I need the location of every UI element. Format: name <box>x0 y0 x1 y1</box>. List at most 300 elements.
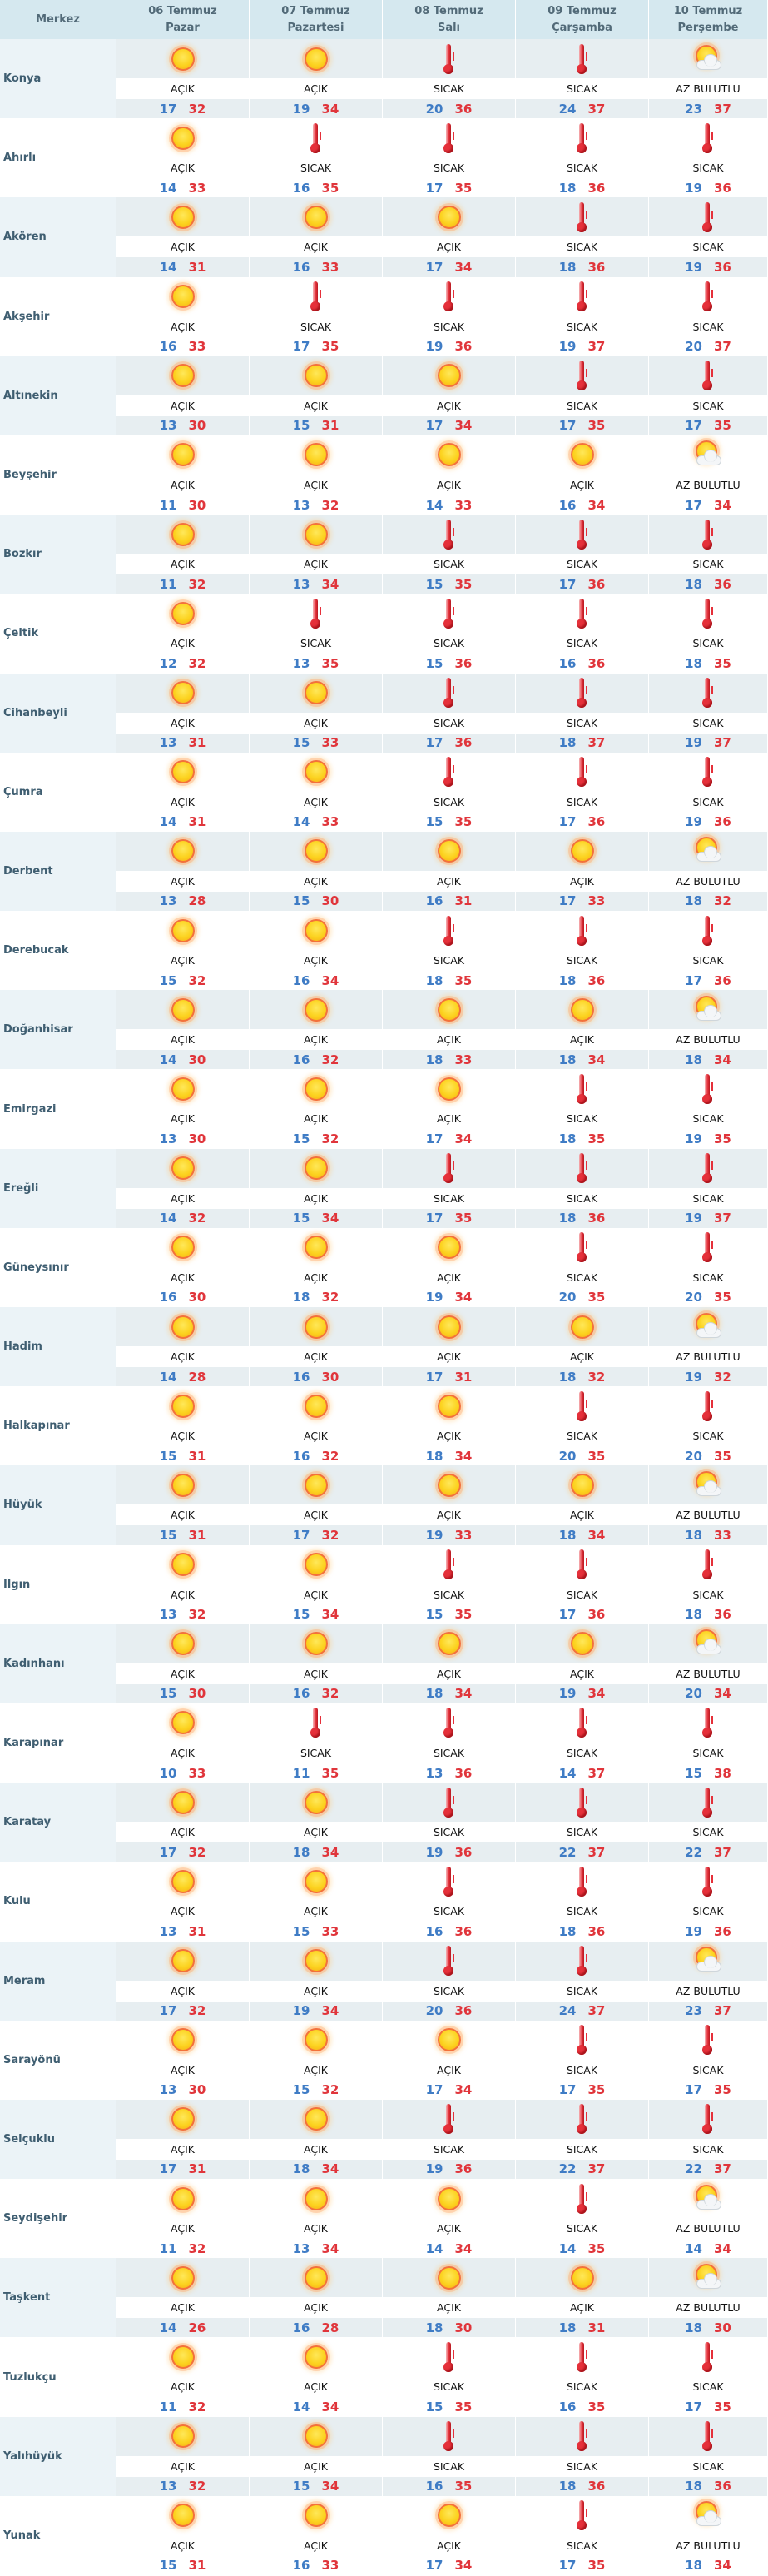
thermometer-icon <box>577 916 588 946</box>
forecast-cell <box>383 2179 516 2258</box>
temperature-range <box>383 2477 515 2496</box>
min-temp: 15 <box>159 972 177 988</box>
city-name: Ahırlı <box>0 118 116 197</box>
min-temp: 14 <box>159 1052 177 1067</box>
header-date: 08 Temmuz <box>414 4 483 17</box>
max-temp: 30 <box>714 2320 731 2335</box>
thermometer-icon <box>443 1708 455 1738</box>
max-temp: 34 <box>454 418 473 434</box>
temperature-range <box>250 99 382 118</box>
temperature-range <box>516 1367 648 1386</box>
sun-icon <box>438 364 461 387</box>
temperature-range <box>516 813 648 832</box>
condition-label: AÇIK <box>250 2218 382 2239</box>
weather-icon-cell <box>116 2417 249 2456</box>
weather-icon-cell <box>383 1545 515 1584</box>
condition-label: AZ BULUTLU <box>649 1981 767 2002</box>
forecast-cell <box>649 1069 768 1148</box>
thermometer-icon <box>443 1867 455 1897</box>
condition-label: SICAK <box>649 2139 767 2160</box>
min-temp: 18 <box>292 2161 310 2177</box>
partly-cloudy-icon <box>693 45 723 73</box>
temperature-range <box>516 178 648 197</box>
forecast-cell <box>250 356 383 435</box>
forecast-cell <box>116 832 250 911</box>
weather-icon-cell <box>383 118 515 157</box>
condition-label: AÇIK <box>516 475 648 495</box>
sun-icon <box>171 1156 195 1180</box>
forecast-cell <box>649 1149 768 1228</box>
sun-icon <box>171 1949 195 1972</box>
forecast-cell <box>116 1386 250 1465</box>
temperature-range <box>250 734 382 753</box>
forecast-cell <box>383 1386 516 1465</box>
sun-icon <box>171 443 195 466</box>
thermometer-icon <box>443 2421 455 2451</box>
weather-icon-cell <box>383 1228 515 1267</box>
min-temp: 18 <box>685 893 702 909</box>
max-temp: 30 <box>188 1131 206 1147</box>
sun-icon <box>171 602 195 625</box>
sun-icon <box>171 523 195 546</box>
city-name: Konya <box>0 39 116 118</box>
sun-icon <box>171 1632 195 1655</box>
thermometer-icon <box>443 599 455 629</box>
table-row <box>0 832 768 911</box>
thermometer-icon <box>443 1549 455 1579</box>
condition-label: SICAK <box>649 1822 767 1842</box>
forecast-cell <box>116 753 250 832</box>
forecast-cell <box>250 911 383 990</box>
condition-label: SICAK <box>383 1584 515 1605</box>
min-temp: 17 <box>558 418 577 434</box>
condition-label: AÇIK <box>383 236 515 257</box>
max-temp: 36 <box>714 1923 731 1939</box>
min-temp: 15 <box>425 1607 443 1623</box>
weather-icon-cell <box>250 753 382 792</box>
condition-label: AÇIK <box>383 1504 515 1525</box>
temperature-range <box>116 892 249 911</box>
temperature-range <box>116 1842 249 1862</box>
sun-icon <box>571 443 594 466</box>
city-name: Yunak <box>0 2496 116 2575</box>
temperature-range <box>116 1763 249 1783</box>
max-temp: 35 <box>587 1131 606 1147</box>
temperature-range <box>383 2239 515 2258</box>
condition-label: SICAK <box>383 950 515 971</box>
table-row <box>0 1307 768 1386</box>
min-temp: 17 <box>159 101 177 117</box>
weather-icon-cell <box>250 197 382 236</box>
sun-icon <box>305 681 328 704</box>
min-temp: 20 <box>425 101 443 117</box>
max-temp: 28 <box>188 1369 206 1385</box>
temperature-range <box>516 1288 648 1307</box>
max-temp: 33 <box>454 1052 473 1067</box>
condition-label: AÇIK <box>516 1346 648 1367</box>
thermometer-icon <box>702 1549 714 1579</box>
sun-icon <box>305 1156 328 1180</box>
min-temp: 14 <box>558 2240 577 2256</box>
weather-icon-cell <box>516 356 648 395</box>
thermometer-icon <box>577 599 588 629</box>
forecast-cell <box>383 1862 516 1941</box>
temperature-range <box>250 257 382 276</box>
min-temp: 18 <box>292 1290 310 1305</box>
condition-label: AÇIK <box>116 713 249 734</box>
city-name: Karatay <box>0 1783 116 1862</box>
city-name: Hadim <box>0 1307 116 1386</box>
forecast-cell <box>116 1783 250 1862</box>
max-temp: 37 <box>587 339 606 355</box>
sun-icon <box>305 1474 328 1497</box>
forecast-cell <box>116 118 250 197</box>
min-temp: 19 <box>685 259 702 275</box>
weather-icon-cell <box>116 435 249 475</box>
min-temp: 17 <box>425 2082 443 2098</box>
min-temp: 18 <box>558 1369 577 1385</box>
min-temp: 16 <box>558 497 577 513</box>
forecast-cell <box>116 197 250 276</box>
max-temp: 31 <box>188 2558 206 2574</box>
temperature-range <box>516 1209 648 1228</box>
min-temp: 15 <box>159 1527 177 1543</box>
condition-label: AÇIK <box>116 871 249 892</box>
temperature-range <box>649 2318 767 2337</box>
sun-icon <box>305 1236 328 1259</box>
forecast-cell <box>383 1069 516 1148</box>
weather-icon-cell <box>116 1703 249 1743</box>
min-temp: 20 <box>558 1290 577 1305</box>
max-temp: 37 <box>587 735 606 751</box>
max-temp: 31 <box>188 259 206 275</box>
thermometer-icon <box>577 1232 588 1262</box>
weather-icon-cell <box>649 356 767 395</box>
max-temp: 34 <box>587 497 606 513</box>
condition-label: AÇIK <box>250 236 382 257</box>
header-weekday: Salı <box>437 21 461 34</box>
max-temp: 30 <box>321 1369 339 1385</box>
temperature-range <box>116 2081 249 2100</box>
weather-icon-cell <box>649 674 767 713</box>
weather-icon-cell <box>116 1307 249 1346</box>
max-temp: 31 <box>188 1527 206 1543</box>
weather-icon-cell <box>516 1942 648 1981</box>
weather-icon-cell <box>383 356 515 395</box>
weather-icon-cell <box>383 990 515 1029</box>
min-temp: 18 <box>425 1686 443 1702</box>
condition-label: SICAK <box>516 1584 648 1605</box>
sun-icon <box>305 523 328 546</box>
weather-icon-cell <box>516 39 648 78</box>
table-row <box>0 277 768 356</box>
forecast-cell <box>649 1545 768 1624</box>
thermometer-icon <box>577 757 588 787</box>
weather-icon-cell <box>116 1386 249 1425</box>
temperature-range <box>116 734 249 753</box>
max-temp: 32 <box>188 101 206 117</box>
table-row <box>0 2179 768 2258</box>
table-row <box>0 435 768 515</box>
temperature-range <box>116 971 249 990</box>
condition-label: AÇIK <box>250 554 382 574</box>
thermometer-icon <box>702 520 714 550</box>
condition-label: SICAK <box>383 1901 515 1922</box>
condition-label: SICAK <box>516 792 648 813</box>
temperature-range <box>383 574 515 594</box>
thermometer-icon <box>443 2342 455 2372</box>
weather-icon-cell <box>383 594 515 633</box>
min-temp: 16 <box>292 180 310 196</box>
min-temp: 18 <box>558 2479 577 2494</box>
max-temp: 36 <box>454 735 473 751</box>
min-temp: 18 <box>558 259 577 275</box>
temperature-range <box>250 178 382 197</box>
min-temp: 14 <box>685 2240 702 2256</box>
max-temp: 36 <box>714 180 731 196</box>
sun-icon <box>171 1711 195 1734</box>
sun-icon <box>171 998 195 1022</box>
min-temp: 15 <box>685 1765 702 1781</box>
min-temp: 17 <box>159 2003 177 2019</box>
max-temp: 37 <box>587 1844 606 1860</box>
weather-icon-cell <box>649 1624 767 1663</box>
condition-label: AÇIK <box>250 1346 382 1367</box>
condition-label: SICAK <box>516 1188 648 1209</box>
forecast-cell <box>383 990 516 1069</box>
min-temp: 17 <box>425 259 443 275</box>
weather-icon-cell <box>383 277 515 316</box>
max-temp: 34 <box>454 2558 473 2574</box>
min-temp: 16 <box>292 1052 310 1067</box>
partly-cloudy-icon <box>693 996 723 1024</box>
thermometer-icon <box>577 1867 588 1897</box>
condition-label: AÇIK <box>383 1663 515 1684</box>
table-row <box>0 674 768 753</box>
sun-icon <box>305 1949 328 1972</box>
temperature-range <box>116 654 249 673</box>
condition-label: SICAK <box>383 792 515 813</box>
condition-label: AZ BULUTLU <box>649 1346 767 1367</box>
min-temp: 18 <box>558 735 577 751</box>
condition-label: AZ BULUTLU <box>649 78 767 99</box>
temperature-range <box>250 2160 382 2179</box>
weather-icon-cell <box>116 2100 249 2139</box>
max-temp: 35 <box>714 2082 731 2098</box>
thermometer-icon <box>702 1232 714 1262</box>
temperature-range <box>116 574 249 594</box>
weather-icon-cell <box>516 1307 648 1346</box>
weather-icon-cell <box>116 990 249 1029</box>
table-row <box>0 1703 768 1783</box>
condition-label: AÇIK <box>250 1822 382 1842</box>
temperature-range <box>649 1129 767 1148</box>
temperature-range <box>383 1922 515 1941</box>
min-temp: 19 <box>685 1923 702 1939</box>
forecast-cell <box>649 1942 768 2021</box>
temperature-range <box>383 734 515 753</box>
city-name: Ilgın <box>0 1545 116 1624</box>
weather-icon-cell <box>649 2179 767 2218</box>
max-temp: 33 <box>454 1527 473 1543</box>
forecast-cell <box>516 594 649 673</box>
forecast-cell <box>250 197 383 276</box>
forecast-cell <box>383 1942 516 2021</box>
forecast-cell <box>649 1624 768 1703</box>
temperature-range <box>383 416 515 435</box>
weather-icon-cell <box>516 118 648 157</box>
min-temp: 15 <box>292 2082 310 2098</box>
temperature-range <box>383 1129 515 1148</box>
temperature-range <box>116 2477 249 2496</box>
min-temp: 17 <box>425 2558 443 2574</box>
weather-icon-cell <box>383 1624 515 1663</box>
min-temp: 13 <box>159 418 177 434</box>
condition-label: AÇIK <box>116 950 249 971</box>
max-temp: 37 <box>714 735 731 751</box>
min-temp: 16 <box>292 1448 310 1464</box>
forecast-cell <box>649 197 768 276</box>
min-temp: 19 <box>425 1844 443 1860</box>
min-temp: 18 <box>425 972 443 988</box>
condition-label: SICAK <box>516 2060 648 2081</box>
weather-icon-cell <box>383 515 515 554</box>
condition-label: AÇIK <box>383 1029 515 1050</box>
table-row <box>0 1069 768 1148</box>
min-temp: 22 <box>558 1844 577 1860</box>
forecast-cell <box>383 2417 516 2496</box>
min-temp: 15 <box>292 1211 310 1226</box>
condition-label: AÇIK <box>116 792 249 813</box>
sun-icon <box>305 206 328 229</box>
min-temp: 18 <box>425 2320 443 2335</box>
condition-label: AÇIK <box>116 2139 249 2160</box>
weather-icon-cell <box>250 118 382 157</box>
temperature-range <box>383 1525 515 1544</box>
sun-icon <box>305 998 328 1022</box>
weather-icon-cell <box>649 435 767 475</box>
max-temp: 36 <box>454 2161 473 2177</box>
max-temp: 32 <box>188 2399 206 2415</box>
forecast-cell <box>250 832 383 911</box>
city-name: Tuzlukçu <box>0 2337 116 2416</box>
sun-icon <box>171 919 195 942</box>
min-temp: 11 <box>159 2240 177 2256</box>
max-temp: 35 <box>321 180 339 196</box>
weather-icon-cell <box>649 832 767 871</box>
weather-icon-cell <box>649 594 767 633</box>
forecast-cell <box>383 2021 516 2100</box>
temperature-range <box>250 2081 382 2100</box>
weather-icon-cell <box>250 515 382 554</box>
forecast-cell <box>250 2417 383 2496</box>
max-temp: 36 <box>587 972 606 988</box>
thermometer-icon <box>702 1867 714 1897</box>
min-temp: 13 <box>159 1131 177 1147</box>
condition-label: SICAK <box>516 78 648 99</box>
forecast-cell <box>649 1386 768 1465</box>
condition-label: SICAK <box>250 633 382 654</box>
sun-icon <box>305 443 328 466</box>
max-temp: 35 <box>714 1290 731 1305</box>
condition-label: SICAK <box>250 1743 382 1763</box>
forecast-cell <box>649 515 768 594</box>
header-date: 10 Temmuz <box>673 4 743 17</box>
sun-icon <box>438 1077 461 1101</box>
condition-label: AÇIK <box>116 1663 249 1684</box>
condition-label: SICAK <box>649 633 767 654</box>
sun-icon <box>171 1553 195 1576</box>
max-temp: 31 <box>188 814 206 830</box>
temperature-range <box>383 1446 515 1465</box>
condition-label: SICAK <box>516 2139 648 2160</box>
forecast-cell <box>383 1149 516 1228</box>
city-name: Kadınhanı <box>0 1624 116 1703</box>
temperature-range <box>649 178 767 197</box>
table-row <box>0 197 768 276</box>
temperature-range <box>383 2160 515 2179</box>
condition-label: SICAK <box>383 157 515 178</box>
forecast-cell <box>383 435 516 515</box>
temperature-range <box>383 2002 515 2021</box>
city-name: Selçuklu <box>0 2100 116 2179</box>
min-temp: 17 <box>685 497 702 513</box>
condition-label: AÇIK <box>250 2376 382 2397</box>
weather-icon-cell <box>116 753 249 792</box>
min-temp: 17 <box>685 418 702 434</box>
forecast-cell <box>116 1862 250 1941</box>
forecast-cell <box>516 197 649 276</box>
sun-icon <box>305 1870 328 1893</box>
max-temp: 34 <box>454 1448 473 1464</box>
max-temp: 36 <box>454 2003 473 2019</box>
sun-icon <box>171 2345 195 2369</box>
weather-icon-cell <box>383 2100 515 2139</box>
weather-icon-cell <box>516 1069 648 1108</box>
table-row <box>0 356 768 435</box>
max-temp: 32 <box>321 1052 339 1067</box>
sun-icon <box>171 2107 195 2131</box>
max-temp: 31 <box>321 418 339 434</box>
condition-label: AÇIK <box>516 1504 648 1525</box>
weather-icon-cell <box>649 1545 767 1584</box>
temperature-range <box>116 2002 249 2021</box>
weather-icon-cell <box>516 277 648 316</box>
header-day <box>383 0 516 39</box>
forecast-cell <box>250 2100 383 2179</box>
weather-icon-cell <box>116 356 249 395</box>
forecast-cell <box>116 1307 250 1386</box>
partly-cloudy-icon <box>693 2501 723 2529</box>
table-row <box>0 1465 768 1544</box>
condition-label: SICAK <box>516 1108 648 1129</box>
forecast-cell <box>649 2417 768 2496</box>
condition-label: AÇIK <box>116 395 249 416</box>
weather-icon-cell <box>516 911 648 950</box>
max-temp: 37 <box>714 2161 731 2177</box>
condition-label: AÇIK <box>250 78 382 99</box>
max-temp: 35 <box>454 972 473 988</box>
condition-label: AÇIK <box>250 1029 382 1050</box>
max-temp: 33 <box>714 1527 731 1543</box>
max-temp: 34 <box>321 2240 339 2256</box>
temperature-range <box>250 2397 382 2416</box>
max-temp: 33 <box>188 339 206 355</box>
forecast-cell <box>649 39 768 118</box>
condition-label: AÇIK <box>116 78 249 99</box>
forecast-cell <box>250 1862 383 1941</box>
min-temp: 19 <box>685 814 702 830</box>
